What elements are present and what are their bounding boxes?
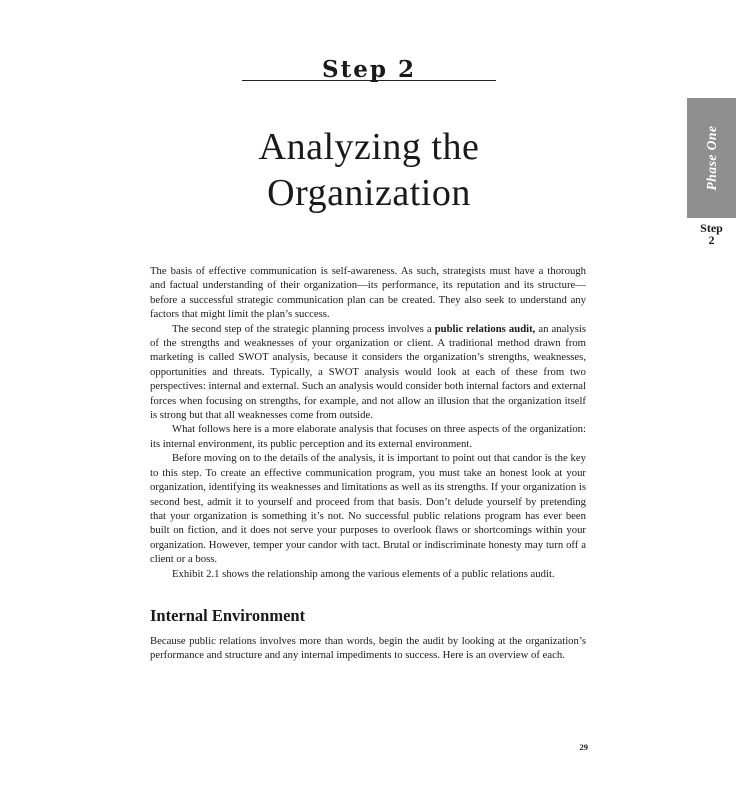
paragraph-6: Because public relations involves more than words, begin the audit by looking at the organization’s performance and structure and any internal impediments to success. Here is an overview of each. — [150, 634, 586, 662]
tab-step-indicator — [687, 222, 736, 246]
chapter-title-line-2: Organization — [267, 172, 471, 214]
section-heading: Internal Environment — [150, 605, 306, 625]
paragraph-2-start: The second step of the strategic planning process involves a — [172, 322, 435, 335]
paragraph-2 — [150, 322, 586, 423]
phase-label: Phase One — [703, 125, 719, 191]
tab-step-number: 2 — [708, 233, 715, 247]
chapter-title — [200, 124, 538, 216]
page-number: 29 — [579, 742, 588, 752]
paragraph-5: Exhibit 2.1 shows the relationship among the various elements of a public relations audit. — [172, 567, 555, 580]
phase-tab — [687, 98, 736, 218]
step-heading: Step 2 — [322, 56, 416, 83]
paragraph-2-end: an analysis of the strengths and weaknesses of your organization or client. A traditional method drawn from marketing is called SWOT analysis, because it considers the organization’s strengths, weaknesses, opportunities and threats. Typically, a SWOT analysis would look at each of these from two perspectives: internal and external. Such an analysis would consider both internal factors and external forces when focusing on strengths, for example, and not allow an illusion that the organization itself is strong but that all weaknesses come from outside. — [150, 322, 586, 422]
paragraph-1: The basis of effective communication is self-awareness. As such, strategists must have a thorough and factual understanding of their organization—its performance, its reputation and its structure—before a successful strategic communication plan can be created. They also seek to understand any factors that might limit the plan’s success. — [150, 265, 586, 321]
tab-step-word: Step — [700, 221, 723, 235]
step-heading-rule — [242, 80, 496, 81]
paragraph-4: Before moving on to the details of the analysis, it is important to point out that candor is the key to this step. To create an effective communication program, you must take an honest look at your organization, identifying its weaknesses and limitations as well as its strengths. If your organization is second best, admit it to yourself and proceed from that basis. Don’t delude yourself by pretending that your organization is something it’s not. No successful public relations program has ever been built on fiction, and it does not serve your purposes to overlook flaws or shortcomings within your organization. However, temper your candor with tact. Brutal or indiscriminate honesty may turn off a client or a boss. — [150, 452, 586, 566]
paragraph-2-bold-term: public relations audit, — [434, 322, 536, 335]
paragraph-3: What follows here is a more elaborate analysis that focuses on three aspects of the organization: its internal environment, its public perception and its external environment. — [150, 423, 586, 450]
body-text — [150, 264, 586, 663]
chapter-title-line-1: Analyzing the — [258, 126, 480, 168]
